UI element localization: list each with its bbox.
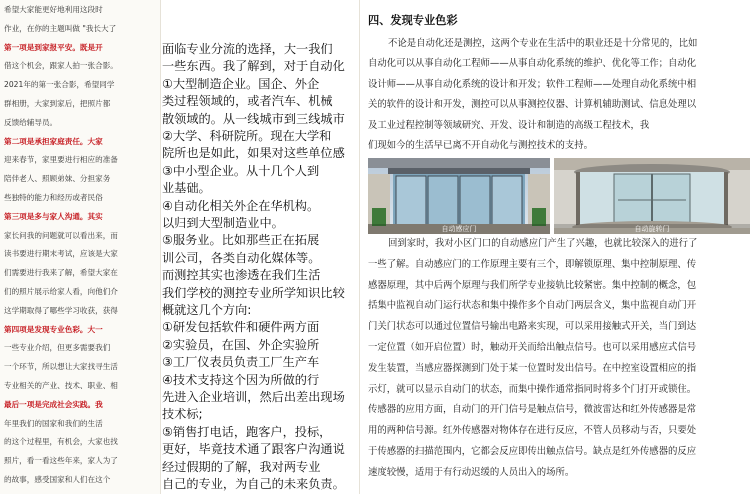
middle-text-line: ①大型制造企业。国企、外企 — [162, 76, 320, 91]
sliding-door-illustration — [368, 158, 550, 234]
left-subheading: 第三项是多与家人沟通。其实 — [4, 211, 103, 221]
paragraph-line: 一定位置（如开启位置）时，触动开关而给出触点信号。也可以采用感应式信号 — [368, 342, 697, 353]
left-subheading: 最后一项是完成社会实践。我 — [4, 399, 103, 409]
paragraph-line: 及工业过程控制等领域研究、开发、设计和制造的高级工程技术，我 — [368, 119, 650, 131]
paragraph-line: 用的两种信号源。红外传感器对物体存在进行反应，不管人员移动与否，只要处 — [368, 425, 697, 437]
left-text-line: 迎来春节，家里要进行相应的准备 — [4, 155, 118, 165]
paragraph-line: 自动化可以从事自动化工程师——从事自动化系统的维护、优化等工作；自动化 — [368, 58, 697, 70]
left-text-line: 作业，在你的主题叫做 "我长大了 — [4, 23, 117, 33]
middle-text-line: ②实验员，在国、外企实验所 — [162, 337, 320, 352]
left-text-line: 些独特的能力和经历或者民俗 — [4, 193, 103, 202]
left-text-line: 的故事，感受国家和人们在这个 — [4, 475, 111, 484]
paragraph-line: 关的软件的设计和开发，测控可以从事测控仪器、计算机辅助测试、信息处理以 — [368, 99, 697, 111]
middle-text-line: 业基础。 — [162, 181, 211, 196]
middle-text-line: 而测控其实也渗透在我们生活 — [162, 268, 321, 283]
paragraph-line: 不论是自动化还是测控，这两个专业在生活中的职业还是十分常见的，比如 — [388, 38, 698, 49]
paragraph-line: 括集中监视自动门运行状态和集中操作多个自动门两层含义，集中监视自动门开 — [368, 300, 697, 312]
left-text-line: 这学期取得了哪些学习收获，获得 — [4, 305, 118, 315]
middle-text-line: ③工厂仪表员负责工厂生产车 — [162, 355, 320, 370]
middle-text-line: 散领域的。从一线城市到三线城市 — [162, 111, 345, 126]
paragraph-line: 传感器的应用方面，自动门的开门信号是触点信号，微波雷达和红外传感器是常 — [368, 404, 697, 416]
middle-text-line: 我们学校的测控专业所学知识比较 — [162, 285, 345, 300]
middle-text-line: ④自动化相关外企在华机构。 — [162, 198, 320, 213]
left-text-line: 读书要进行期末考试，应该是大家 — [4, 249, 118, 259]
middle-text-line: 类过程领域的，或者汽车、机械 — [162, 94, 333, 109]
middle-article-column — [162, 0, 358, 494]
photo-automatic-sliding-door — [368, 158, 550, 234]
middle-text-line: 先进入企业培训，然后出差出现场 — [162, 390, 345, 404]
middle-text-line: ③中小型企业。从十几个人到 — [162, 163, 320, 178]
paragraph-line: 示灯，就可以显示自动门的状态，而集中操作通常指同时将多个门打开或锁住。 — [368, 383, 697, 395]
left-text-line: 的这个过程里，有机会，大家也找 — [4, 437, 118, 447]
middle-text-line: ④技术支持这个因为所做的行 — [162, 372, 320, 387]
left-text-line: 一些专业介绍，但更多需要我们 — [4, 343, 111, 353]
section-heading: 四、发现专业色彩 — [368, 14, 458, 27]
column-divider-left — [160, 0, 161, 494]
left-text-line: 2021年的第一张合影，希望同学 — [4, 80, 115, 90]
paragraph-line: 一些了解。自动感应门的工作原理主要有三个，即解锁原理、集中控制原理、传 — [368, 258, 697, 270]
paragraph-line: 发生装置，当感应器探测到门处于某一位置时发出信号。在中控室设置相应的指 — [368, 362, 697, 374]
middle-text-line: 概就这几个方向: — [162, 303, 252, 317]
middle-text-line: ⑤销售打电话，跑客户，投标， — [162, 424, 332, 439]
photo-revolving-door — [554, 158, 750, 234]
left-text-line: 希望大家能更好地利用这段时 — [4, 5, 103, 14]
revolving-door-illustration — [554, 158, 750, 234]
left-text-line: 借这个机会，跟家人拍一张合影。 — [4, 61, 118, 71]
middle-text-line: ⑤服务业。比如那些正在拓展 — [162, 233, 320, 248]
left-text-line: 照片，看一看这些年来，家人为了 — [4, 456, 118, 466]
paragraph-line: 回到家时，我对小区门口的自动感应门产生了兴趣，也就比较深入的进行了 — [388, 238, 698, 249]
middle-text-line: 以归到大型制造业中。 — [162, 216, 284, 230]
paragraph-line: 门关门状态可以通过位置信号输出电路来实现，可以采用接触式开关，当门到达 — [368, 321, 697, 333]
paragraph-line: 于传感器的扫描范围内，它都会反应即传出触点信号。缺点是红外传感器的反应 — [368, 446, 697, 457]
right-article-column — [362, 0, 753, 494]
middle-text-line: 一些东西。我了解到，对于自动化 — [162, 59, 345, 74]
middle-text-line: ①研发包括软件和硬件两方面 — [162, 320, 320, 335]
left-subheading: 第四项是发现专业色彩。大一 — [4, 324, 103, 334]
photo-caption: 自动旋转门 — [554, 224, 750, 234]
left-text-line: 家长问我的问题就可以看出来，而 — [4, 230, 118, 240]
left-text-line: 陪伴老人、照顾弟妹、分担家务 — [4, 174, 111, 184]
paragraph-line: 速度较慢，适用于有行动迟缓的人员出入的场所。 — [368, 466, 575, 478]
paragraph-line: 感器原理，其中后两个原理与我们所学专业接轨比较紧密。集中控制的概念，包 — [368, 279, 697, 291]
paragraph-line: 们现如今的生活早已离不开自动化与测控技术的支持。 — [368, 140, 594, 151]
middle-text-line: 更好，毕竟技术通了跟客户沟通说 — [162, 442, 345, 457]
left-text-line: 反馈给辅导员。 — [4, 117, 58, 127]
photo-caption: 自动感应门 — [368, 224, 550, 234]
middle-text-line: 院所也是如此，如果对这些单位感 — [162, 146, 345, 161]
left-text-line: 群相册，大家到家后，把照片都 — [4, 99, 111, 108]
column-divider-right — [359, 0, 360, 494]
middle-text-line: 经过假期的了解，我对两专业 — [162, 459, 321, 474]
left-subheading: 第一项是到家报平安。既是开 — [4, 42, 103, 52]
middle-text-line: 训公司，各类自动化媒体等。 — [162, 250, 321, 265]
paragraph-line: 设计师——从事自动化系统的设计和开发；软件工程师——处理自动化系统中相 — [368, 78, 697, 90]
middle-text-line: 面临专业分流的选择，大一我们 — [162, 42, 333, 56]
left-subheading: 第二项是承担家庭责任。大家 — [4, 136, 103, 146]
middle-text-line: 自己的专业，为自己的未来负责。 — [162, 477, 345, 491]
left-text-line: 们的照片展示给家人看，向他们介 — [4, 287, 118, 296]
left-text-line: 年里我们的国家和我们的生活 — [4, 418, 103, 428]
left-text-line: 专业相关的产业、技术、职业、相 — [4, 381, 118, 390]
left-text-line: 们需要进行我来了解，希望大家在 — [4, 268, 118, 278]
left-text-line: 一个环节，所以想让大家找寻生活 — [4, 362, 118, 372]
middle-text-line: 技术标; — [162, 407, 203, 422]
left-article-column — [0, 0, 160, 494]
middle-text-line: ②大学、科研院所。现在大学和 — [162, 129, 332, 143]
